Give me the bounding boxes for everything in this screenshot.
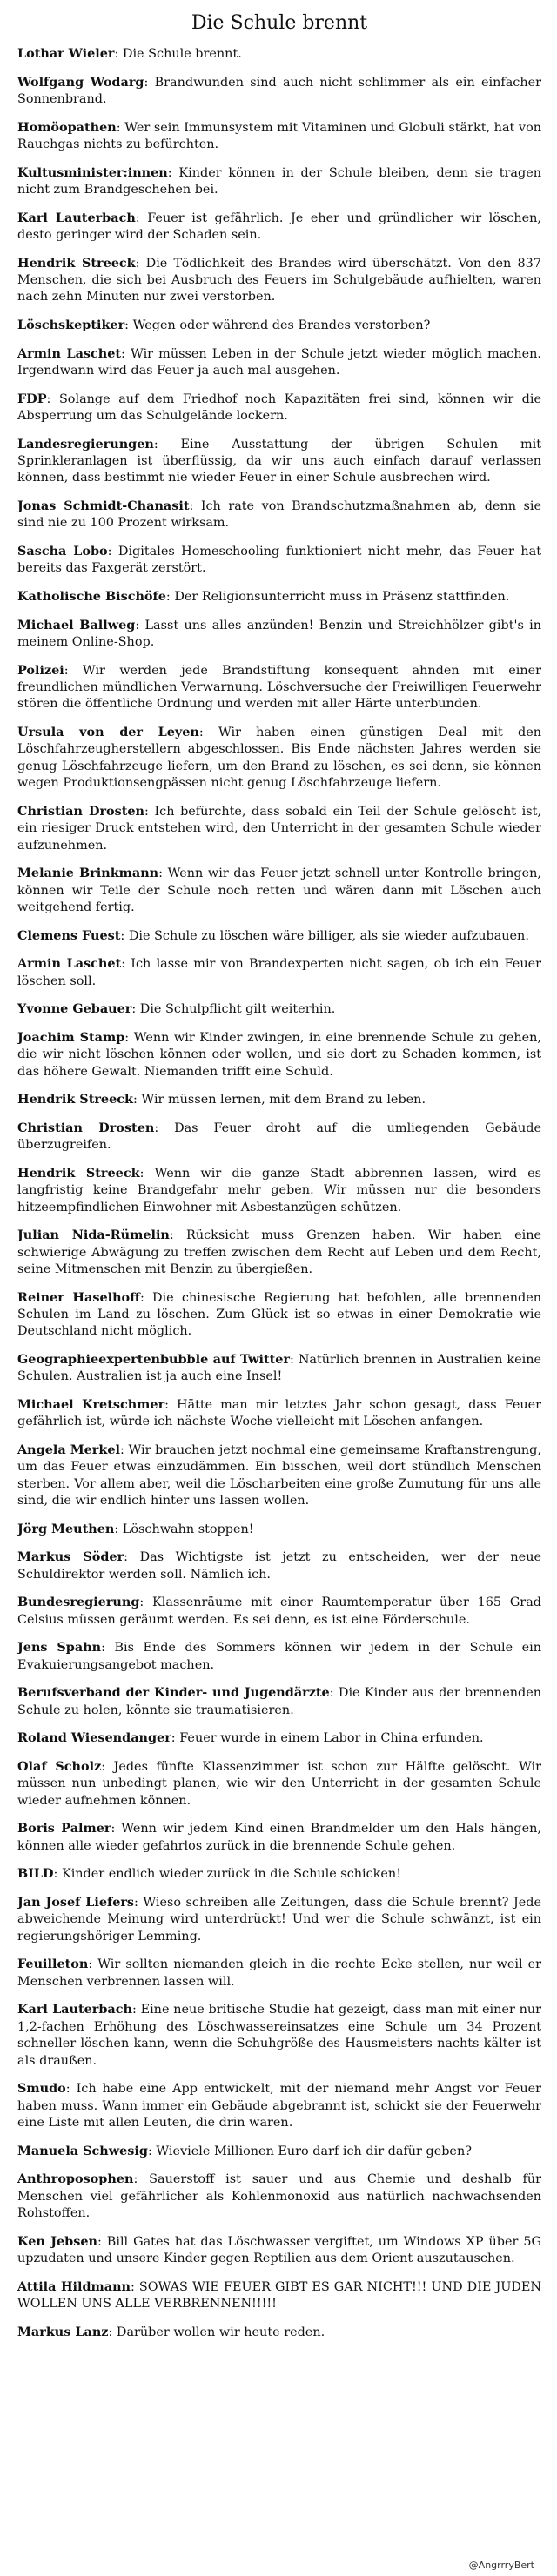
speaker-name: Markus Söder	[17, 1549, 124, 1565]
quote-entry: Sascha Lobo: Digitales Homeschooling funktioniert nicht mehr, das Feuer hat bereits das Faxgerät zerstört.	[17, 544, 541, 576]
speaker-name: Attila Hildmann	[17, 2278, 131, 2294]
quote-entry: Anthroposophen: Sauerstoff ist sauer und aus Chemie und deshalb für Menschen viel gefährlicher als Kohlenmonoxid aus natürlich nachwachsenden Rohstoffen.	[17, 2171, 541, 2221]
quote-entry: Ursula von der Leyen: Wir haben einen günstigen Deal mit den Löschfahrzeugherstellern abgeschlossen. Bis Ende nächsten Jahres werden sie genug Löschfahrzeuge liefern, um den Brand zu löschen, es sei denn, sie können wegen Produktionsengpässen nicht genug Löschfahrzeuge liefern.	[17, 725, 541, 791]
speaker-name: Angela Merkel	[17, 1442, 120, 1458]
quote-text: Ich befürchte, dass sobald ein Teil der Schule gelöscht ist, ein riesiger Druck entstehen wird, den Unterricht in der gesamten Schule wieder aufzunehmen.	[17, 804, 541, 853]
speaker-name: Karl Lauterbach	[17, 2002, 132, 2017]
quote-entry: Manuela Schwesig: Wieviele Millionen Euro darf ich dir dafür geben?	[17, 2143, 472, 2158]
quote-entry: Angela Merkel: Wir brauchen jetzt nochmal eine gemeinsame Kraftanstrengung, um das Feuer etwas einzudämmen. Ein bisschen, weil dort stündlich Menschen sterben. Vor allem aber, weil die Löscharbeiten eine große Zumutung für uns alle sind, die wir endlich hinter uns lassen wollen.	[17, 1442, 541, 1509]
speaker-name: Bundesregierung	[17, 1595, 140, 1610]
quote-text: Löschwahn stoppen!	[122, 1522, 254, 1536]
quote-text: Ich lasse mir von Brandexperten nicht sagen, ob ich ein Feuer löschen soll.	[17, 957, 541, 988]
speaker-name: Landesregierungen	[17, 436, 154, 452]
quote-entry: Markus Söder: Das Wichtigste ist jetzt zu entscheiden, wer der neue Schuldirektor werden soll. Nämlich ich.	[17, 1549, 541, 1582]
speaker-name: Berufsverband der Kinder- und Jugendärzte	[17, 1685, 330, 1701]
quote-text: SOWAS WIE FEUER GIBT ES GAR NICHT!!! UND DIE JUDEN WOLLEN UNS ALLE VERBRENNEN!!!!!	[17, 2279, 541, 2312]
quote-entry: FDP: Solange auf dem Friedhof noch Kapazitäten frei sind, können wir die Absperrung um das Schulgelände lockern.	[17, 391, 541, 423]
quote-text: Kinder endlich wieder zurück in die Schule schicken!	[61, 1867, 401, 1882]
speaker-name: Anthroposophen	[17, 2171, 134, 2187]
speaker-name: Reiner Haselhoff	[17, 1289, 140, 1305]
speaker-name: Armin Laschet	[17, 345, 122, 361]
speaker-name: FDP	[17, 391, 47, 406]
quote-text: Eine neue britische Studie hat gezeigt, dass man mit einer nur 1,2-fachen Erhöhung des Löschwassereinsatzes eine Schule um 34 Prozent schneller löschen kann, wenn die Schuhgröße des Hausmeisters nachts kälter ist als draußen.	[17, 2003, 541, 2068]
quote-entry: Lothar Wieler: Die Schule brennt.	[17, 46, 242, 61]
quote-entry: Attila Hildmann: SOWAS WIE FEUER GIBT ES GAR NICHT!!! UND DIE JUDEN WOLLEN UNS ALLE VERBRENNEN!!!!!	[17, 2278, 541, 2312]
quote-entry: Löschskeptiker: Wegen oder während des Brandes verstorben?	[17, 318, 431, 332]
speaker-name: Jens Spahn	[17, 1640, 102, 1656]
speaker-name: Armin Laschet	[17, 956, 122, 972]
quote-text: Wieso schreiben alle Zeitungen, dass die Schule brennt? Jede abweichende Meinung wird unterdrückt! Und wer die Schule schwänzt, ist ein regierungshöriger Lemming.	[17, 1896, 541, 1944]
quote-text: Wir brauchen jetzt nochmal eine gemeinsame Kraftanstrengung, um das Feuer etwas einzudämmen. Ein bisschen, weil dort stündlich Menschen sterben. Vor allem aber, weil die Löscharbeiten eine große Zumutung für uns alle sind, die wir endlich hinter uns lassen wollen.	[17, 1443, 541, 1509]
speaker-name: Katholische Bischöfe	[17, 589, 166, 604]
quote-text: Wir werden jede Brandstiftung konsequent ahnden mit einer freundlichen mündlichen Verwarnung. Löschversuche der Freiwilligen Feuerwehr stören die öffentliche Ordnung und werden mit aller Härte unterbunden.	[17, 663, 541, 712]
quote-entry: Jan Josef Liefers: Wieso schreiben alle Zeitungen, dass die Schule brennt? Jede abweichende Meinung wird unterdrückt! Und wer die Schule schwänzt, ist ein regierungshöriger Lemming.	[17, 1895, 541, 1944]
quote-entry: Yvonne Gebauer: Die Schulpflicht gilt weiterhin.	[17, 1001, 336, 1017]
speaker-name: Hendrik Streeck	[17, 255, 136, 271]
quote-text: Wenn wir jedem Kind einen Brandmelder um den Hals hängen, können alle wieder gefahrlos zurück in die brennende Schule gehen.	[17, 1822, 541, 1853]
quote-text: Das Wichtigste ist jetzt zu entscheiden, wer der neue Schuldirektor werden soll. Nämlich ich.	[17, 1550, 541, 1582]
quote-entry: Christian Drosten: Das Feuer droht auf die umliegenden Gebäude überzugreifen.	[17, 1120, 541, 1153]
quote-entry: Jörg Meuthen: Löschwahn stoppen!	[17, 1521, 254, 1536]
quote-text: Die Schule brennt.	[122, 47, 242, 61]
speaker-name: Clemens Fuest	[17, 927, 121, 943]
speaker-name: Manuela Schwesig	[17, 2143, 148, 2158]
quote-text: Sauerstoff ist sauer und aus Chemie und deshalb für Menschen viel gefährlicher als Kohlenmonoxid aus natürlich nachwachsenden Rohstoffen.	[17, 2172, 541, 2221]
quote-entry: Armin Laschet: Ich lasse mir von Brandexperten nicht sagen, ob ich ein Feuer löschen soll.	[17, 956, 541, 988]
quote-entry: Bundesregierung: Klassenräume mit einer Raumtemperatur über 165 Grad Celsius müssen geräumt werden. Es sei denn, es ist eine Förderschule.	[17, 1595, 541, 1627]
quote-entry: Reiner Haselhoff: Die chinesische Regierung hat befohlen, alle brennenden Schulen im Land zu löschen. Zum Glück ist so etwas in einer Demokratie wie Deutschland nicht möglich.	[17, 1289, 541, 1339]
entry-list	[17, 45, 541, 2341]
quote-entry: Wolfgang Wodarg: Brandwunden sind auch nicht schlimmer als ein einfacher Sonnenbrand.	[17, 74, 541, 106]
quote-text: Rücksicht muss Grenzen haben. Wir haben eine schwierige Abwägung zu treffen zwischen dem Recht auf Leben und dem Recht, seine Mitmenschen mit Benzin zu übergießen.	[17, 1228, 541, 1277]
speaker-name: Jonas Schmidt-Chanasit	[17, 498, 190, 513]
quote-text: Jedes fünfte Klassenzimmer ist schon zur Hälfte gelöscht. Wir müssen nun unbedingt planen, wie wir den Unterricht in der gesamten Schule wieder aufnehmen können.	[17, 1760, 541, 1808]
quote-text: Ich habe eine App entwickelt, mit der niemand mehr Angst vor Feuer haben muss. Wann immer ein Gebäude abgebrannt ist, schickt sie der Feuerwehr eine Liste mit allen Leuten, die drin waren.	[17, 2082, 541, 2131]
speaker-name: Christian Drosten	[17, 1120, 155, 1135]
quote-entry: Christian Drosten: Ich befürchte, dass sobald ein Teil der Schule gelöscht ist, ein riesiger Druck entstehen wird, den Unterricht in der gesamten Schule wieder aufzunehmen.	[17, 803, 541, 853]
speaker-name: Lothar Wieler	[17, 46, 115, 61]
quote-entry: Michael Ballweg: Lasst uns alles anzünden! Benzin und Streichhölzer gibt's in meinem Online-Shop.	[17, 617, 541, 649]
quote-entry: Armin Laschet: Wir müssen Leben in der Schule jetzt wieder möglich machen. Irgendwann wird das Feuer ja auch mal ausgehen.	[17, 345, 541, 378]
quote-text: Wenn wir Kinder zwingen, in eine brennende Schule zu gehen, die wir nicht löschen können oder wollen, und sie dort zu Schaden kommen, ist das höhere Gewalt. Niemanden trifft eine Schuld.	[17, 1030, 541, 1079]
quote-text: Feuer ist gefährlich. Je eher und gründlicher wir löschen, desto geringer wird der Schaden sein.	[17, 211, 541, 242]
quote-entry: Ken Jebsen: Bill Gates hat das Löschwasser vergiftet, um Windows XP über 5G upzudaten und unsere Kinder gegen Reptilien aus dem Orient auszutauschen.	[17, 2233, 541, 2266]
quote-text: Lasst uns alles anzünden! Benzin und Streichhölzer gibt's in meinem Online-Shop.	[17, 618, 541, 649]
quote-text: Die Kinder aus der brennenden Schule zu holen, könnte sie traumatisieren.	[17, 1686, 541, 1717]
quote-entry: BILD: Kinder endlich wieder zurück in die Schule schicken!	[17, 1866, 401, 1882]
quote-entry: Smudo: Ich habe eine App entwickelt, mit der niemand mehr Angst vor Feuer haben muss. Wann immer ein Gebäude abgebrannt ist, schickt sie der Feuerwehr eine Liste mit allen Leuten, die drin waren.	[17, 2081, 541, 2131]
quote-text: Digitales Homeschooling funktioniert nicht mehr, das Feuer hat bereits das Faxgerät zerstört.	[17, 545, 541, 576]
speaker-name: Ursula von der Leyen	[17, 725, 199, 739]
speaker-name: Yvonne Gebauer	[17, 1001, 132, 1017]
speaker-name: Hendrik Streeck	[17, 1165, 140, 1181]
quote-text: Wir sollten niemanden gleich in die rechte Ecke stellen, nur weil er Menschen verbrennen lassen will.	[17, 1957, 541, 1989]
quote-text: Die Tödlichkeit des Brandes wird überschätzt. Von den 837 Menschen, die sich bei Ausbruch des Feuers im Schulgebäude aufhielten, waren nach zehn Minuten nur zwei verstorben.	[17, 256, 541, 304]
speaker-name: Geographieexpertenbubble auf Twitter	[17, 1352, 291, 1368]
quote-text: Wer sein Immunsystem mit Vitaminen und Globuli stärkt, hat von Rauchgas nichts zu befürchten.	[17, 120, 541, 151]
quote-text: Der Religionsunterricht muss in Präsenz stattfinden.	[174, 590, 510, 604]
quote-text: Natürlich brennen in Australien keine Schulen. Australien ist ja auch eine Insel!	[17, 1353, 541, 1384]
quote-entry: Boris Palmer: Wenn wir jedem Kind einen Brandmelder um den Hals hängen, können alle wieder gefahrlos zurück in die brennende Schule gehen.	[17, 1821, 541, 1853]
quote-text: Wenn wir die ganze Stadt abbrennen lassen, wird es langfristig keine Brandgefahr mehr geben. Wir müssen nur die besonders hitzeempfindlichen Einwohner mit Asbestanzügen schützen.	[17, 1166, 541, 1214]
speaker-name: Jan Josef Liefers	[17, 1895, 135, 1910]
quote-entry: Clemens Fuest: Die Schule zu löschen wäre billiger, als sie wieder aufzubauen.	[17, 927, 529, 943]
speaker-name: Joachim Stamp	[17, 1029, 125, 1045]
speaker-name: Feuilleton	[17, 1957, 89, 1972]
quote-text: Wir müssen lernen, mit dem Brand zu leben.	[141, 1093, 426, 1107]
quote-text: Die Schule zu löschen wäre billiger, als sie wieder aufzubauen.	[128, 928, 529, 943]
quote-entry: Joachim Stamp: Wenn wir Kinder zwingen, in eine brennende Schule zu gehen, die wir nicht löschen können oder wollen, und sie dort zu Schaden kommen, ist das höhere Gewalt. Niemanden trifft eine Schuld.	[17, 1029, 541, 1079]
speaker-name: Michael Ballweg	[17, 617, 136, 632]
speaker-name: Jörg Meuthen	[17, 1521, 115, 1536]
quote-text: Darüber wollen wir heute reden.	[116, 2325, 325, 2339]
speaker-name: Melanie Brinkmann	[17, 866, 159, 881]
quote-text: Feuer wurde in einem Labor in China erfunden.	[179, 1731, 484, 1746]
author-handle: @AngrrryBert	[468, 2559, 534, 2571]
quote-entry: Landesregierungen: Eine Ausstattung der übrigen Schulen mit Sprinkleranlagen ist überflüssig, da wir uns auch einfach darauf verlassen können, dass bestimmt nie wieder Feuer in einer Schule ausbrechen wird.	[17, 436, 541, 485]
quote-entry: Feuilleton: Wir sollten niemanden gleich in die rechte Ecke stellen, nur weil er Menschen verbrennen lassen will.	[17, 1957, 541, 1989]
page-title: Die Schule brennt	[191, 12, 368, 34]
quote-entry: Karl Lauterbach: Eine neue britische Studie hat gezeigt, dass man mit einer nur 1,2-fachen Erhöhung des Löschwassereinsatzes eine Schule um 34 Prozent schneller löschen kann, wenn die Schuhgröße des Hausmeisters nachts kälter ist als draußen.	[17, 2002, 541, 2068]
quote-entry: Geographieexpertenbubble auf Twitter: Natürlich brennen in Australien keine Schulen. Australien ist ja auch eine Insel!	[17, 1352, 541, 1384]
quote-entry: Polizei: Wir werden jede Brandstiftung konsequent ahnden mit einer freundlichen mündlichen Verwarnung. Löschversuche der Freiwilligen Feuerwehr stören die öffentliche Ordnung und werden mit aller Härte unterbunden.	[17, 662, 541, 712]
speaker-name: Michael Kretschmer	[17, 1397, 165, 1413]
quote-entry: Olaf Scholz: Jedes fünfte Klassenzimmer ist schon zur Hälfte gelöscht. Wir müssen nun unbedingt planen, wie wir den Unterricht in der gesamten Schule wieder aufnehmen können.	[17, 1759, 541, 1808]
quote-text: Wieviele Millionen Euro darf ich dir dafür geben?	[156, 2144, 472, 2158]
quote-entry: Hendrik Streeck: Die Tödlichkeit des Brandes wird überschätzt. Von den 837 Menschen, die sich bei Ausbruch des Feuers im Schulgebäude aufhielten, waren nach zehn Minuten nur zwei verstorben.	[17, 255, 541, 304]
quote-text: Solange auf dem Friedhof noch Kapazitäten frei sind, können wir die Absperrung um das Schulgelände lockern.	[17, 391, 541, 423]
quote-text: Wegen oder während des Brandes verstorben?	[132, 318, 431, 332]
quote-text: Wir haben einen günstigen Deal mit den Löschfahrzeugherstellern abgeschlossen. Bis Ende nächsten Jahres werden sie genug Löschfahrzeuge liefern, um den Brand zu löschen, es sei denn, sie können wegen Produktionsengpässen nicht genug Löschfahrzeuge liefern.	[17, 726, 541, 791]
speaker-name: Ken Jebsen	[17, 2233, 97, 2249]
quote-text: Ich rate von Brandschutzmaßnahmen ab, denn sie sind nie zu 100 Prozent wirksam.	[17, 499, 541, 531]
quote-entry: Katholische Bischöfe: Der Religionsunterricht muss in Präsenz stattfinden.	[17, 589, 510, 604]
quote-entry: Berufsverband der Kinder- und Jugendärzte: Die Kinder aus der brennenden Schule zu holen, könnte sie traumatisieren.	[17, 1685, 541, 1717]
quote-entry: Homöopathen: Wer sein Immunsystem mit Vitaminen und Globuli stärkt, hat von Rauchgas nichts zu befürchten.	[17, 119, 541, 151]
speaker-name: Boris Palmer	[17, 1821, 111, 1837]
quote-entry: Kultusminister:innen: Kinder können in der Schule bleiben, denn sie tragen nicht zum Brandgeschehen bei.	[17, 164, 541, 197]
quote-text: Brandwunden sind auch nicht schlimmer als ein einfacher Sonnenbrand.	[17, 75, 541, 106]
quote-text: Die chinesische Regierung hat befohlen, alle brennenden Schulen im Land zu löschen. Zum Glück ist so etwas in einer Demokratie wie Deutschland nicht möglich.	[17, 1290, 541, 1339]
speaker-name: Olaf Scholz	[17, 1759, 102, 1775]
quote-text: Wenn wir das Feuer jetzt schnell unter Kontrolle bringen, können wir Teile der Schule noch retten und wären dann mit Löschen auch weitgehend fertig.	[17, 866, 541, 915]
speaker-name: Christian Drosten	[17, 803, 145, 819]
quote-entry: Julian Nida-Rümelin: Rücksicht muss Grenzen haben. Wir haben eine schwierige Abwägung zu treffen zwischen dem Recht auf Leben und dem Recht, seine Mitmenschen mit Benzin zu übergießen.	[17, 1228, 541, 1277]
quote-entry: Hendrik Streeck: Wir müssen lernen, mit dem Brand zu leben.	[17, 1092, 426, 1107]
quote-entry: Roland Wiesendanger: Feuer wurde in einem Labor in China erfunden.	[17, 1730, 484, 1746]
speaker-name: BILD	[17, 1866, 54, 1882]
speaker-name: Löschskeptiker	[17, 318, 125, 332]
quote-text: Kinder können in der Schule bleiben, denn sie tragen nicht zum Brandgeschehen bei.	[17, 165, 541, 197]
quote-text: Das Feuer droht auf die umliegenden Gebäude überzugreifen.	[17, 1121, 541, 1153]
quote-text: Bill Gates hat das Löschwasser vergiftet, um Windows XP über 5G upzudaten und unsere Kinder gegen Reptilien aus dem Orient auszutauschen.	[17, 2234, 541, 2266]
quote-entry: Jens Spahn: Bis Ende des Sommers können wir jedem in der Schule ein Evakuierungsangebot machen.	[17, 1640, 541, 1672]
quote-entry: Markus Lanz: Darüber wollen wir heute reden.	[17, 2324, 325, 2339]
quote-text: Bis Ende des Sommers können wir jedem in der Schule ein Evakuierungsangebot machen.	[17, 1641, 541, 1672]
speaker-name: Roland Wiesendanger	[17, 1730, 171, 1746]
quote-text: Eine Ausstattung der übrigen Schulen mit Sprinkleranlagen ist überflüssig, da wir uns auch einfach darauf verlassen können, dass bestimmt nie wieder Feuer in einer Schule ausbrechen wird.	[17, 437, 541, 485]
speaker-name: Kultusminister:innen	[17, 164, 168, 180]
speaker-name: Markus Lanz	[17, 2324, 109, 2339]
speaker-name: Sascha Lobo	[17, 544, 108, 559]
speaker-name: Smudo	[17, 2081, 66, 2097]
quote-entry: Hendrik Streeck: Wenn wir die ganze Stadt abbrennen lassen, wird es langfristig keine Brandgefahr mehr geben. Wir müssen nur die besonders hitzeempfindlichen Einwohner mit Asbestanzügen schützen.	[17, 1165, 541, 1214]
quote-entry: Michael Kretschmer: Hätte man mir letztes Jahr schon gesagt, dass Feuer gefährlich ist, würde ich nächste Woche vielleicht mit Löschen anfangen.	[17, 1397, 541, 1429]
quote-entry: Jonas Schmidt-Chanasit: Ich rate von Brandschutzmaßnahmen ab, denn sie sind nie zu 100 Prozent wirksam.	[17, 498, 541, 531]
speaker-name: Hendrik Streeck	[17, 1092, 133, 1107]
quote-text: Klassenräume mit einer Raumtemperatur über 165 Grad Celsius müssen geräumt werden. Es sei denn, es ist eine Förderschule.	[17, 1596, 541, 1627]
quote-entry: Melanie Brinkmann: Wenn wir das Feuer jetzt schnell unter Kontrolle bringen, können wir Teile der Schule noch retten und wären dann mit Löschen auch weitgehend fertig.	[17, 866, 541, 915]
quote-text: Die Schulpflicht gilt weiterhin.	[139, 1002, 336, 1017]
quote-text: Wir müssen Leben in der Schule jetzt wieder möglich machen. Irgendwann wird das Feuer ja auch mal ausgehen.	[17, 346, 541, 378]
quote-text: Hätte man mir letztes Jahr schon gesagt, dass Feuer gefährlich ist, würde ich nächste Woche vielleicht mit Löschen anfangen.	[17, 1398, 541, 1429]
speaker-name: Julian Nida-Rümelin	[17, 1228, 170, 1243]
speaker-name: Polizei	[17, 662, 64, 678]
speaker-name: Karl Lauterbach	[17, 210, 136, 225]
speaker-name: Homöopathen	[17, 119, 117, 135]
quote-entry: Karl Lauterbach: Feuer ist gefährlich. Je eher und gründlicher wir löschen, desto geringer wird der Schaden sein.	[17, 210, 541, 242]
speaker-name: Wolfgang Wodarg	[17, 74, 144, 90]
